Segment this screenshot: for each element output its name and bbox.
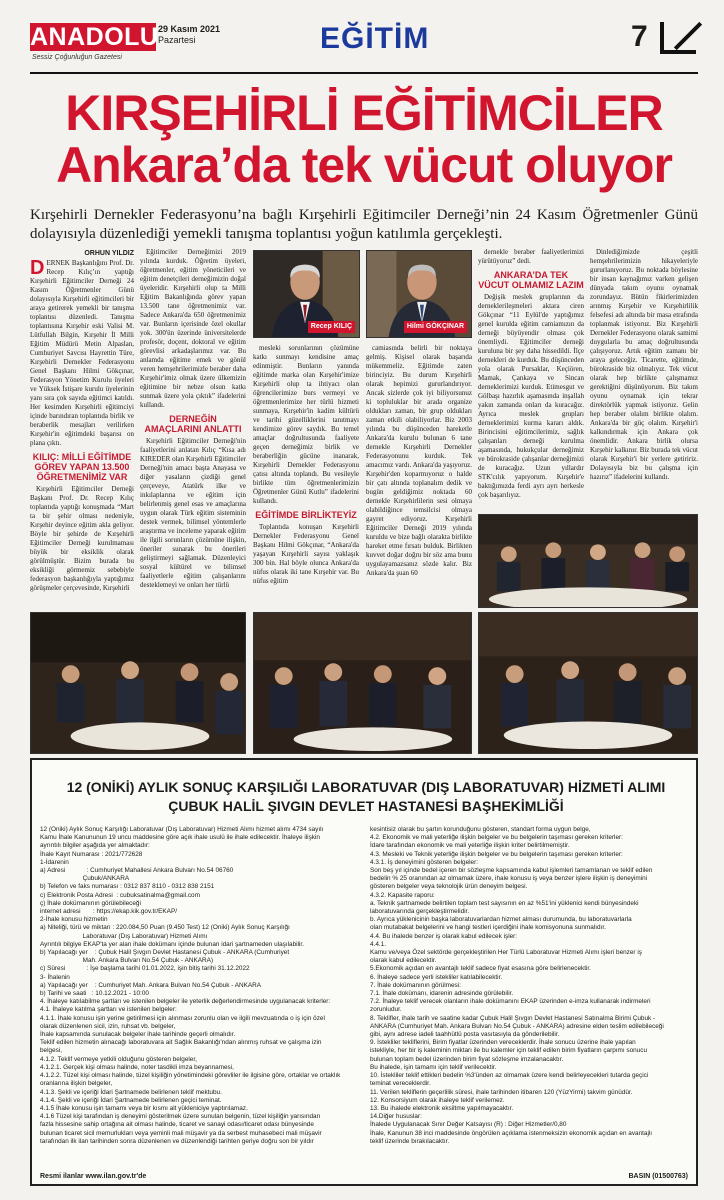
photo-recep-kilic: [253, 250, 360, 338]
article-text: mesleki sorunlarının çözümüne katkı sunmayı kendisine amaç edinmiştir. Bunların yanında eğitimde marka olan Kırşehir'imize Kırşehirli olup ta ihtiyacı olan öğrencilerimize burs vermeyi ve öğretmenlerimize her türlü hizmeti sunmaya, Kırşehir'in kadim kültürü ve tarihi güzelliklerini tanıtmayı kendimize görev saydık. Bu temel amaçlar doğrultusunda faaliyete geçen derneğimiz birlik ve beraberliğin gücüne inanarak, Kırşehirli Dernekler Federasyonu çatısı altında toplandı. Bu vesileyle birlikte tüm öğretmenlerimizin Öğretmenler Günü Kutlu” ifadelerini kullandı.: [253, 344, 359, 505]
masthead-rule: [30, 72, 698, 74]
drop-cap: D: [30, 257, 45, 279]
article-text: Toplantıda konuşan Kırşehirli Dernekler Federasyonu Genel Başkanı Hilmi Gökçınar, “Ankara'da yaşayan Kırşehirli sayısı yaklaşık 300 bin. Hal böyle olunca Ankara'da nüfus olarak iki tane Kırşehir var. Bu nüfus eğitim: [253, 523, 359, 585]
article-text: Değişik meslek gruplarının da derneklerileşmeleri aktara ciren Gökçınar “11 Eylül'de yaptığımız genel kurulda eğitim camiamızın da derneği büyüyendir olması çok önemliydi. Eğitimciler derneği kuruluna bir şey daha hissedildi. İlçe dernekleri de kurduk. Bu düşünceden yola olarak Pursaklar, Keçiören, Mamak, Çankaya ve Sincan derneklerimizi kurduk. Etimesgut ve Gölbaşı hazırlık aşamasında inşallah yakın zamanda onları da kuracağız. Ayrıca meslek grupları derneklerimizi kurma kararı aldık. Birincisini eğitimcilerimiz, sağlık çalışanları derneği kurulma aşamasında, hukukçular derneğimiz ve bürokraside çalışanlar derneğimizi de kuracağız. Uzun yıllardır STK'cılık yapıyorum. Kırşehir'e baktığımızda ferdi ayrı ayrı herkesle çok başarılıyız.: [478, 293, 584, 499]
author-byline: ORHUN YILDIZ: [84, 250, 134, 257]
ad-text-right: kesintisiz olarak bu şartın korunduğunu gösteren, standart forma uygun belge, 4.2. Ekonomik ve mali yeterliğe ilişkin belgeler ve bu belgelerin taşıması gereken kriterler: İdare tarafından ekonomik ve mali yeterliğe ilişkin kriter belirtilmemiştir. 4.3. Mesleki ve Teknik yeterliğe ilişkin belgeler ve bu belgelerin taşıması gereken kriterler: 4.3.1. İş deneyimini gösteren belgeler: Son beş yıl içinde bedel içeren bir sözleşme kapsamında kabul işlemleri tamamlanan ve teklif edilen bedelin % 25 oranından az olmamak üzere, ihale konusu iş veya benzer işlere ilişkin iş deneyimini gösteren belgeler veya teknolojik ürün deneyim belgesi. 4.3.2. Kapasite raporu: a. Teknik şartnamede belirtilen toplam test sayısının en az %51'ini yüklenici kendi bünyesindeki laboratuvarında gerçekleştirmelidir. b. Ayrıca yüklenicinin başka laboratuvarlardan hizmet alması durumunda, bu laboratuvarlarla olan mutabakat belgelerini ve hangi testleri içerdiğini ihale komisyonuna sunmalıdır. 4.4. Bu ihalede benzer iş olarak kabul edilecek işler: 4.4.1. Kamu ve/veya Özel sektörde gerçekleştirilen Her Türlü Laboratuvar Hizmeti Alımı işleri benzer iş olarak kabul edilecektir. 5.Ekonomik açıdan en avantajlı teklif sadece fiyat esasına göre belirlenecektir. 6. İhaleye sadece yerli istekliler katılabilecektir. 7. İhale dokümanının görülmesi: 7.1. İhale dokümanı, idarenin adresinde görülebilir. 7.2. İhaleye teklif verecek olanların ihale dokümanını EKAP üzerinden e-imza kullanarak indirmeleri zorunludur. 8. Teklifler, ihale tarih ve saatine kadar Çubuk Halil Şıvgın Devlet Hastanesi Satınalma Birimi Çubuk - ANKARA (Cumhuriyet Mah. Ankara Bulvarı No.54 Çubuk - ANKARA) adresine elden teslim edilebileceği gibi, aynı adrese iadeli taahhütlü posta vasıtasıyla da gönderilebilir. 9. İstekliler tekliflerini, Birim fiyatlar üzerinden vereceklerdir. İhale sonucu üzerine ihale yapılan istekliyle, her bir iş kaleminin miktarı ile bu kalemler için teklif edilen birim fiyatların çarpımı sonucu bulunan toplam bedel üzerinden birim fiyat sözleşme imzalanacaktır. Bu ihalede, işin tamamı için teklif verilecektir. 10. İstekliler teklif ettikleri bedelin %3'ünden az olmamak üzere kendi belirleyecekleri tutarda geçici teminat vereceklerdir. 11. Verilen tekliflerin geçerlilik süresi, ihale tarihinden itibaren 120 (YüzYirmi) takvim günüdür. 12. Konsorsiyum olarak ihaleye teklif verilemez. 13. Bu ihalede elektronik eksiltme yapılmayacaktır. 14.Diğer hususlar: İhalede Uygulanacak Sınır Değer Katsayısı (R) : Diğer Hizmetler/0,80 İhale, Kanunun 38 inci maddesinde öngörülen açıklama istenmeksizin ekonomik açıdan en avantajlı teklif üzerinde bırakılacaktır.: [370, 826, 664, 1145]
issue-date: 29 Kasım 2021: [158, 24, 221, 34]
subheadline: Kırşehirli Dernekler Federasyonu’na bağlı Kırşehirli Eğitimciler Derneği’nin 24 Kasım Öğretmenler Günü dolayısıyla düzenlediği yemekli tanışma toplantısı yoğun katılımla gerçekleşti.: [30, 207, 698, 242]
article-column-6: [590, 248, 698, 510]
article-column-1: [30, 250, 134, 608]
subheading: DERNEĞİN AMAÇLARINI ANLATTI: [144, 414, 242, 434]
event-photo: [253, 612, 472, 754]
newspaper-logo[interactable]: ANADOLU: [30, 23, 159, 51]
article-text: ERNEK Başkanlığını Prof. Dr. Recep Kılıç’ın yaptığı Kırşehirli Eğitimciler Derneği 24 Kasım Öğretmenler Günü dolayısıyla Kırşehirli eğitimcileri bir araya getirerek yemekli bir tanışma toplantısı düzenledi. Tanışma toplantısına Kırşehir eski Valisi M. Lütfullah Bilgin, Kırşehir İl Milli Eğitim Müdürü Metin Alpaslan, Cumhuriyet Savcısı Hayrettin Türe, Kırşehirli Dernekler Federasyonu Genel Başkanı Hilmi Gökçınar, Federasyon Yönetim Kurulu üyeleri ve Yüksek İstişare kurulu üyelerinin yanı sıra çok sayıda eğitimci katıldı. Her kesimden Kırşehirli eğitimciyi içinde barındıran toplantıda birlik ve beraberlik mesajları verilirken Kırşehir'in eğitimdeki başarısı on plana çıktı.: [30, 259, 134, 447]
page-number: 7: [631, 20, 648, 53]
photo-hilmi-gokcinar: [366, 250, 472, 338]
ad-footer-code: BASIN (01500763): [628, 1173, 688, 1180]
subheading: ANKARA’DA TEK VÜCUT OLMAMIZ LAZIM: [478, 270, 584, 290]
slogan: Sessiz Çoğunluğun Gazetesi: [32, 54, 122, 61]
article-text: Dinlediğimizde çeşitli hemşehrilerimizin hikayeleriyle gururlanıyoruz. Bu noktada böylesine bir insan kaynağımız varken gelişen dünyada takım oyunu oynamak zorundayız. Bütün fikirlerimizden arınmış Kırşehir ve Kırşehirlilik felsefesi adı altında bir masa etrafında toplanmak istiyoruz. Biz Kırşehirli Dernekler Federasyonu olarak samimi duygularla bu amaç doğrultusunda çalışıyoruz. Artık eğitim zamanı bir araya geleceğiz. Ticarette, eğitimde, bürokraside biz olmalıyız. Tek vücut olarak hep birlikte çalışmamız gerektiğini düşünüyorum. Biz takım oyunu oynamak için tekrar direktörlük yapmak istiyoruz. Gelin hep beraber olalım birlikte olalım. Ankara'da bir güç olalım. Kırşehir'i kalkındırmak için Ankara çok önemlidir. Ankara birlik olursa Kırşehir kalkınır. Biz burada tek vücut olarak Kırşehir'i bir yerlere getiririz. Dolayısıyla biz bu çalışma için hazırız” ifadelerini kullandı.: [590, 248, 698, 481]
tender-advertisement: [30, 758, 698, 1186]
ad-title: 12 (ONİKİ) AYLIK SONUÇ KARŞILIĞI LABORATUVAR (DIŞ LABORATUVAR) HİZMETİ ALIMI ÇUBUK HALİL ŞIVGIN DEVLET HASTANESİ BAŞHEKİMLİĞİ: [66, 779, 666, 814]
photo-caption: Recep KILIÇ: [308, 321, 355, 333]
subheading: EĞİTİMDE BİRLİKTEYİZ: [255, 510, 357, 520]
article-column-3: [253, 344, 359, 608]
article-column-5: [478, 248, 584, 510]
section-title: EĞİTİM: [320, 22, 430, 55]
event-photo: [30, 612, 246, 754]
event-photo: [478, 612, 698, 754]
article-text: Kırşehirli Eğitimciler Derneği'nin faaliyetlerini anlatan Kılıç “Kısa adı KIREDER olan Kırşehirli Eğitimciler Derneği'nin amacı başta Anayasa ve diğer yasaların çizdiği genel çerçeveye, Atatürk ilke ve inkılaplarına ve eğitim için belirlenmiş genel esas ve amaçlarına uygun olarak Türk eğitim sisteminin destek vermek, bilimsel yöntemlerle araştırma ve inceleme yaparak eğitim ile ilgili sorunların çözümüne ilişkin, öneriler sunarak bu önerileri geliştirmeyi sağlamak. Düzenleyici sosyal kültürel ve bilimsel faaliyetlerle eğitim çalışanlarını desteklemeyi ve onları her türlü: [140, 437, 246, 589]
event-photo: [478, 514, 698, 608]
headline-line2: Ankara’da tek vücut oluyor: [56, 137, 672, 193]
article-column-2: [140, 248, 246, 608]
headline-line1: KIRŞEHİRLİ EĞİTİMCİLER: [65, 85, 663, 141]
article-text: dernekle beraber faaliyetlerimizi yürütüyoruz” dedi.: [478, 248, 584, 265]
masthead: [30, 20, 698, 72]
subheading: KILIÇ: MİLLİ EĞİTİMDE GÖREV YAPAN 13.500 ÖĞRETMENİMİZ VAR: [32, 452, 132, 482]
page-corner-mark-icon: [660, 22, 696, 54]
photo-caption: Hilmi GÖKÇINAR: [404, 321, 467, 333]
article-column-4: [366, 344, 472, 608]
ad-footer-website: Resmi ilanlar www.ilan.gov.tr'de: [40, 1173, 147, 1180]
ad-text-left: 12 (Oniki) Aylık Sonuç Karşılığı Laboratuvar (Dış Laboratuvar) Hizmeti Alımı hizmet alımı 4734 sayılı Kamu İhale Kanununun 19 uncu maddesine göre açık ihale usulü ile ihale edilecektir. İhaleye ilişkin ayrıntılı bilgiler aşağıda yer almaktadır: İhale Kayıt Numarası : 2021/772628 1-İdarenin a) Adresi : Cumhuriyet Mahallesi Ankara Bulvarı No.54 06760 Çubuk/ANKARA b) Telefon ve faks numarası : 0312 837 8110 - 0312 838 2151 c) Elektronik Posta Adresi : cubuksatinalma@gmail.com ç) İhale dokümanının görülebileceği internet adresi : https://ekap.kik.gov.tr/EKAP/ 2-İhale konusu hizmetin a) Niteliği, türü ve miktarı : 220.084,50 Puan (9.450 Test) 12 (Oniki) Aylık Sonuç Karşılığı Laboratuvar (Dış Laboratuvar) Hizmeti Alımı Ayrıntılı bilgiye EKAP'ta yer alan ihale dokümanı içinde bulunan idari şartnameden ulaşılabilir. b) Yapılacağı yer : Çubuk Halil Şıvgın Devlet Hastanesi Çubuk - ANKARA (Cumhuriyet Mah. Ankara Bulvarı No.54 Çubuk - ANKARA) c) Süresi : İşe başlama tarihi 01.01.2022, işin bitiş tarihi 31.12.2022 3- İhalenin a) Yapılacağı yer : Cumhuriyet Mah. Ankara Bulvarı No.54 Çubuk - ANKARA b) Tarihi ve saati : 10.12.2021 - 10:00 4. İhaleye katılabilme şartları ve istenilen belgeler ile yeterlik değerlendirmesinde uygulanacak kriterler: 4.1. İhaleye katılma şartları ve istenilen belgeler: 4.1.1. İhale konusu işin yerine getirilmesi için alınması zorunlu olan ve ilgili mevzuatında o iş için özel olarak düzenlenen sicil, izin, ruhsat vb. belgeler, İhale kapsamında sunulacak belgeler ihale tarihinde geçerli olmalıdır. Teklif edilen hizmetin alınacağı laboratuvara ait Sağlık Bakanlığı'ndan alınmış ruhsat ve çalışma izin belgesi, 4.1.2. Teklif vermeye yetkili olduğunu gösteren belgeler, 4.1.2.1. Gerçek kişi olması halinde, noter tasdikli imza beyannamesi, 4.1.2.2. Tüzel kişi olması halinde, tüzel kişiliğin yönetimindeki görevliler ile ilgisine göre, ortaklar ve ortaklık oranlarına ilişkin belgeler, 4.1.3. Şekli ve içeriği İdari Şartnamede belirlenen teklif mektubu. 4.1.4. Şekli ve içeriği İdari Şartnamede belirlenen geçici teminat. 4.1.5 İhale konusu işin tamamı veya bir kısmı alt yükleniciye yaptırılamaz. 4.1.6 Tüzel kişi tarafından iş deneyimi gösterilmek üzere sunulan belgenin, tüzel kişiliğin yarısından fazla hissesine sahip ortağına ait olması halinde, ticaret ve sanayi odası/ticaret odası bünyesinde bulunan ticaret sicil memurlukları veya yeminli mali müşavir ya da serbest muhasebeci mali müşavir tarafından ilk ilan tarihinden sonra düzenlenen ve düzenlendiği tarihten geriye doğru son bir yıldır: [40, 826, 341, 1145]
article-text: Eğitimciler Derneğimizi 2019 yılında kurduk. Öğretim üyeleri, öğretmenler, eğitim yöneticileri ve eğitim denetçileri derneğimizin doğal üyeleridir. Kırşehirli olup ta Milli Eğitim Bakanlığında görev yapan 13.500 tane öğretmenimiz var. Sadece Ankara'da 650 öğretmenimiz var. Bunların içerisinde özel okullar yok. 300'ün üzerinde üniversitelerde profesör, doçent, doktoral ve eğitim görevlisi arkadaşlarımız var. Bu anlamda eğitime emek ve gönül veren hemşehrilerimizle beraber daha Kırşehir'imiz olmak üzere ülkemizin eğitimine bir nebze olsun katkı sunmak üzere yola çıktık” ifadelerini kullandı.: [140, 248, 246, 409]
article-text: Kırşehirli Eğitimciler Derneği Başkanı Prof. Dr. Recep Kılıç toplantıda yaptığı konuşmada “Mart ta bir şehir olması nedeniyle, Kırşehir deyince eğitim akla geliyor. Böyle bir şehirde de Kırşehirli Eğitimciler Derneği kurulmaması büyük bir eksiklik olarak görülmüştür. Bizim burada bu eksikliği görmemiz sebebiyle federasyon başkanlığıyla yaptığımız görüşmeler çerçevesinde, Kırşehirli: [30, 485, 134, 592]
article-text: camiasında belirli bir noktaya gelmiş. Kişisel olarak başarıda mükemmeliz. Eğitimde zaten birinciyiz. Bu durum Kırşehirli olarak hepimizi gururlandırıyor. Ancak sizlerde çok iyi biliyorsunuz ki topluluklar bir arada organize oldukları zaman, bir grup oldukları zaman etkili olabiliyorlar. Biz 2003 yılında bu düşünceden hareketle Ankara'da kurulu bulunan 6 tane dernekle Kırşehirli Dernekler Federasyonunu kurduk. Tek amacımız vardı. Ankara'da yaşıyoruz. Kırşehir'den koparmıyoruz o halde bir çatı altında toplanalım dedik ve bugün geldiğimiz noktada 60 dernekle Kırşehirlilerin sesi olmaya olabildiğince temsilcisi olmaya gayret ediyoruz. Kırşehirli Eğitimciler Derneği 2019 yılında kuruldu ve bize bağlı olarakta birlikte hareket etme fırsatı bulduk. Birlikten kuvvet doğar doğru bir söz ama bunu uygulayamazsanız sözde kalır. Biz Ankara'da şuan 60: [366, 344, 472, 577]
issue-day: Pazartesi: [158, 35, 196, 45]
